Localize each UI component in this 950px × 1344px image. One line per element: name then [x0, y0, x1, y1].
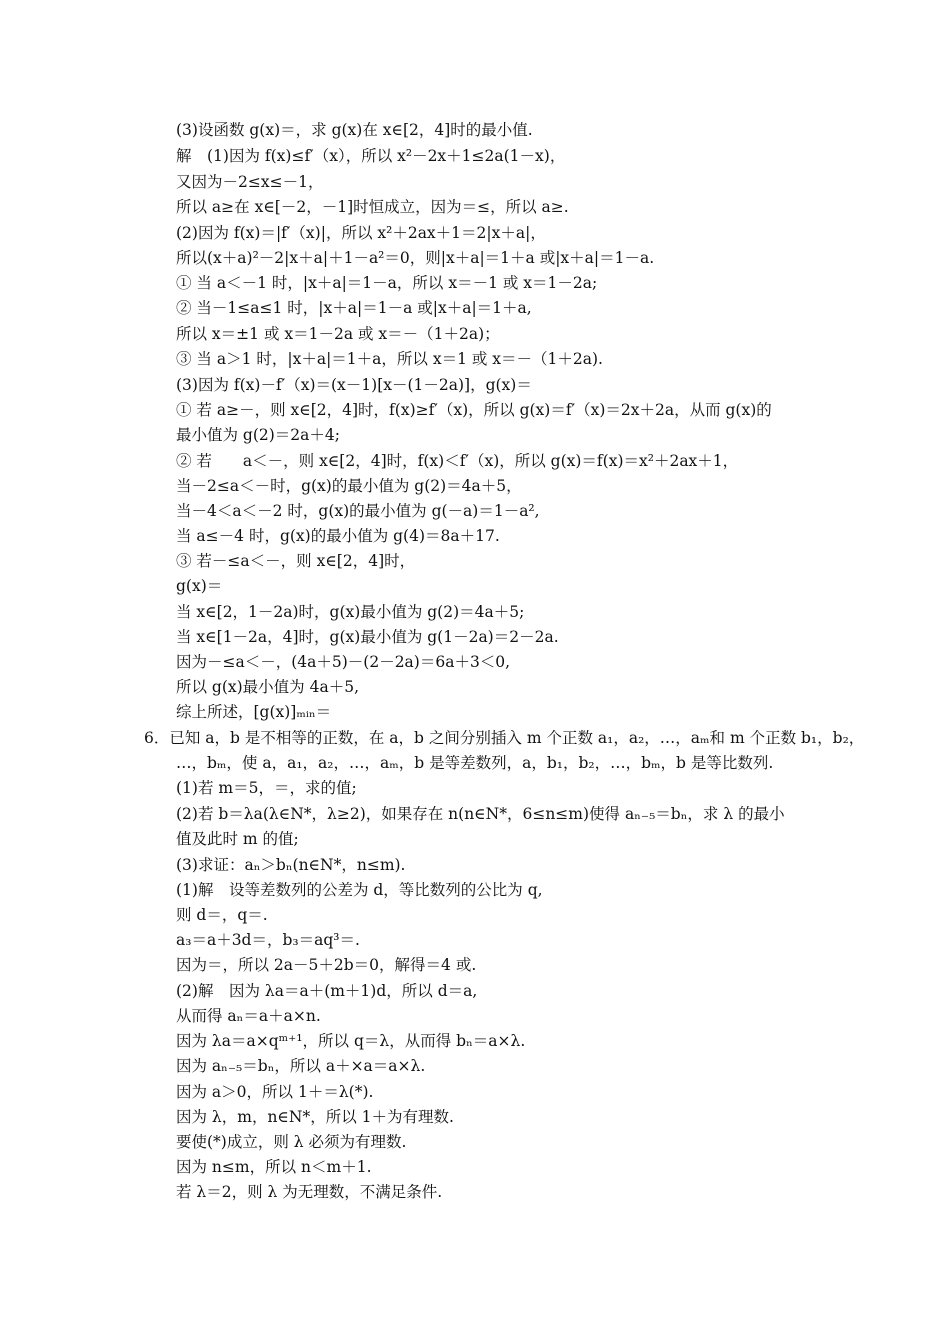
text-line-15: 当－2≤a＜－时，g(x)的最小值为 g(2)＝4a＋5，: [176, 477, 522, 495]
problem-6-line-1: 6．已知 a，b 是不相等的正数，在 a，b 之间分别插入 m 个正数 a₁，a₂，…，aₘ和 m 个正数 b₁，b₂，: [144, 729, 865, 747]
text-line-37: 因为 λa＝a×qᵐ⁺¹，所以 q＝λ，从而得 bₙ＝a×λ.: [176, 1032, 526, 1050]
text-line-30: (3)求证：aₙ＞bₙ(n∈N*，n≤m).: [176, 856, 406, 874]
text-line-3: 又因为－2≤x≤－1，: [176, 173, 324, 191]
text-line-27: (1)若 m＝5，＝，求的值;: [176, 779, 357, 797]
text-line-5: (2)因为 f(x)＝|f′（x)|，所以 x²＋2ax＋1＝2|x＋a|，: [176, 224, 546, 242]
text-line-19: g(x)＝: [176, 577, 223, 595]
text-line-33: a₃＝a＋3d＝，b₃＝aq³＝.: [176, 931, 360, 949]
problem-6-line-2: …，bₘ，使 a，a₁，a₂，…，aₘ，b 是等差数列，a，b₁，b₂，…，bₘ，b 是等比数列.: [176, 754, 774, 772]
text-line-4: 所以 a≥在 x∈[－2，－1]时恒成立，因为＝≤，所以 a≥.: [176, 198, 569, 216]
text-line-23: 所以 g(x)最小值为 4a＋5,: [176, 678, 360, 696]
text-line-6: 所以(x＋a)²－2|x＋a|＋1－a²＝0，则|x＋a|＝1＋a 或|x＋a|＝1－a.: [176, 249, 655, 267]
text-line-18: ③ 若－≤a＜－，则 x∈[2，4]时，: [176, 552, 416, 570]
text-line-38: 因为 aₙ₋₅＝bₙ，所以 a＋×a＝a×λ.: [176, 1057, 426, 1075]
text-line-12: ① 若 a≥－，则 x∈[2，4]时，f(x)≥f′（x)，所以 g(x)＝f′（x)＝2x＋2a，从而 g(x)的: [176, 401, 772, 419]
text-line-13: 最小值为 g(2)＝2a＋4;: [176, 426, 340, 444]
text-line-20: 当 x∈[2，1－2a)时，g(x)最小值为 g(2)＝4a＋5;: [176, 603, 525, 621]
text-line-8: ② 当－1≤a≤1 时，|x＋a|＝1－a 或|x＋a|＝1＋a,: [176, 299, 532, 317]
text-line-11: (3)因为 f(x)－f′（x)＝(x－1)[x－(1－2a)]，g(x)＝: [176, 376, 532, 394]
text-line-40: 因为 λ，m，n∈N*，所以 1＋为有理数.: [176, 1108, 454, 1126]
text-line-10: ③ 当 a＞1 时，|x＋a|＝1＋a，所以 x＝1 或 x＝－（1＋2a).: [176, 350, 603, 368]
text-line-42: 因为 n≤m，所以 n＜m＋1.: [176, 1158, 372, 1176]
text-line-14: ② 若 a＜－，则 x∈[2，4]时，f(x)＜f′（x)，所以 g(x)＝f(x)＝x²＋2ax＋1，: [176, 452, 739, 470]
text-line-7: ① 当 a＜－1 时，|x＋a|＝1－a，所以 x＝－1 或 x＝1－2a;: [176, 274, 598, 292]
text-line-35: (2)解 因为 λa＝a＋(m＋1)d，所以 d＝a,: [176, 982, 478, 1000]
text-line-43: 若 λ＝2，则 λ 为无理数，不满足条件.: [176, 1183, 443, 1201]
text-line-17: 当 a≤－4 时，g(x)的最小值为 g(4)＝8a＋17.: [176, 527, 500, 545]
text-line-34: 因为＝，所以 2a－5＋2b＝0，解得＝4 或.: [176, 956, 477, 974]
text-line-29: 值及此时 m 的值;: [176, 830, 299, 848]
text-line-1: (3)设函数 g(x)＝，求 g(x)在 x∈[2，4]时的最小值.: [176, 121, 533, 139]
text-line-32: 则 d＝，q＝.: [176, 906, 268, 924]
text-line-41: 要使(*)成立，则 λ 必须为有理数.: [176, 1133, 407, 1151]
text-line-16: 当－4＜a＜－2 时，g(x)的最小值为 g(－a)＝1－a²,: [176, 502, 540, 520]
text-line-21: 当 x∈[1－2a，4]时，g(x)最小值为 g(1－2a)＝2－2a.: [176, 628, 559, 646]
text-line-9: 所以 x＝±1 或 x＝1－2a 或 x＝－（1＋2a)；: [176, 325, 500, 343]
text-line-39: 因为 a＞0，所以 1＋＝λ(*).: [176, 1083, 374, 1101]
text-line-24: 综上所述，[g(x)]ₘᵢₙ＝: [176, 703, 332, 721]
text-line-36: 从而得 aₙ＝a＋a×n.: [176, 1007, 321, 1025]
text-line-2: 解 (1)因为 f(x)≤f′（x），所以 x²－2x＋1≤2a(1－x)，: [176, 147, 566, 165]
text-line-28: (2)若 b＝λa(λ∈N*，λ≥2)，如果存在 n(n∈N*，6≤n≤m)使得 aₙ₋₅＝bₙ，求 λ 的最小: [176, 805, 785, 823]
text-line-31: (1)解 设等差数列的公差为 d，等比数列的公比为 q,: [176, 881, 543, 899]
text-line-22: 因为－≤a＜－，(4a＋5)－(2－2a)＝6a＋3＜0,: [176, 653, 511, 671]
